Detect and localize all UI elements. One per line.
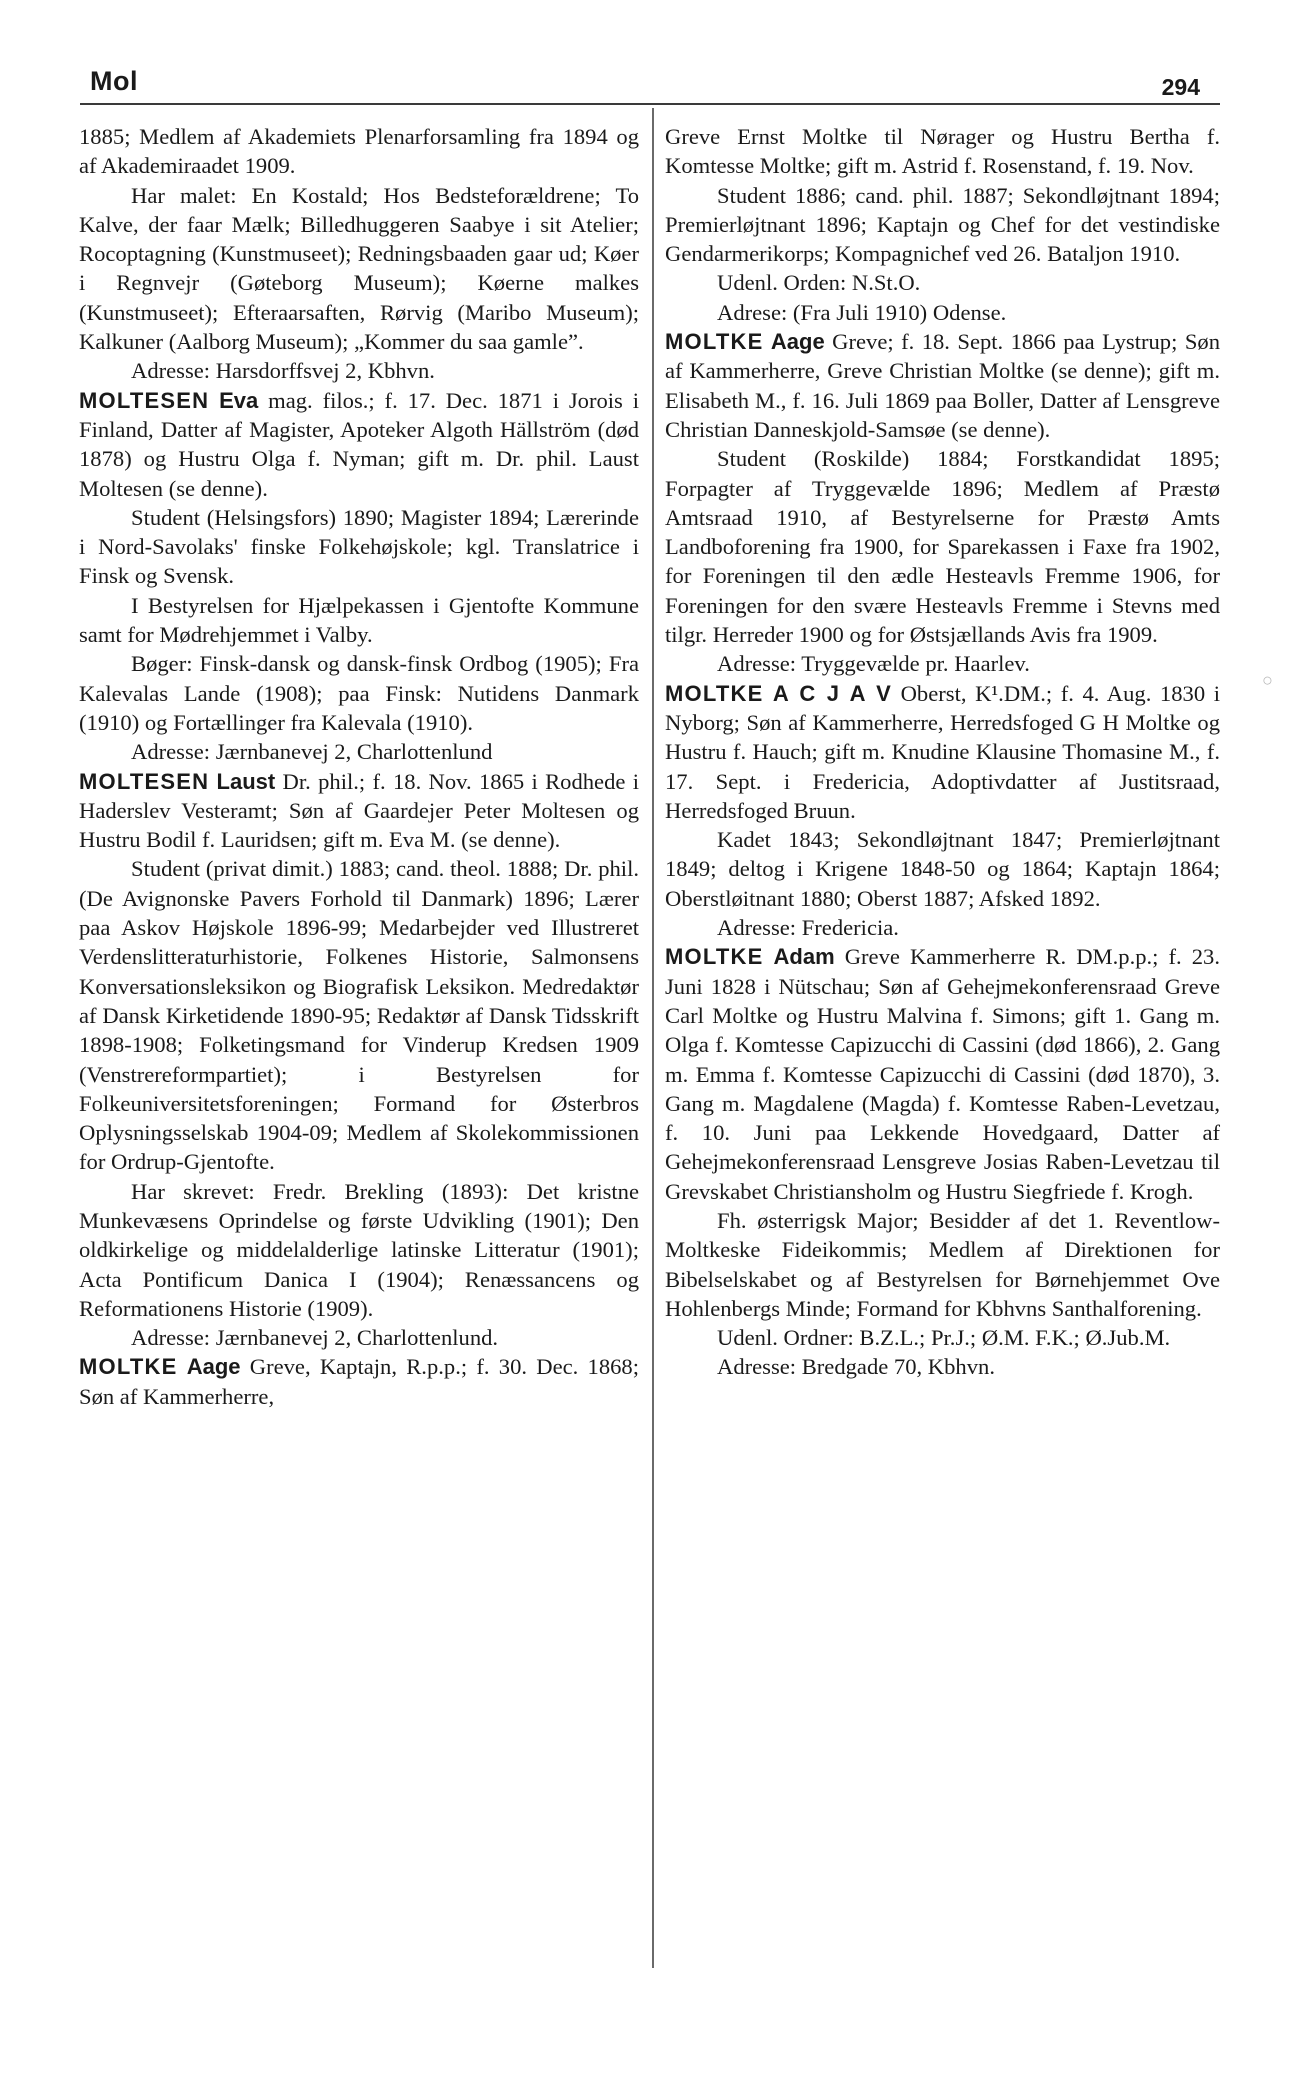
running-head-word: Mol <box>90 66 138 96</box>
entry-moltke-acjav <box>665 679 1220 825</box>
page-number: 294 <box>1161 74 1200 100</box>
paragraph: Har skrevet: Fredr. Brekling (1893): Det kristne Munkevæsens Oprindelse og første Udvikling (1901); Den oldkirkelige og middelalderlige latinske Litteratur (1901); Acta Pontificum Danica I (1904); Renæssancens og Reformationens Historie (1909). <box>79 1178 639 1321</box>
entry-surname: MOLTKE <box>79 1354 178 1380</box>
paragraph: Kadet 1843; Sekondløjtnant 1847; Premierløjtnant 1849; deltog i Krigene 1848-50 og 1864; Kaptajn 1864; Oberstløitnant 1880; Oberst 1887; Afsked 1892. <box>665 827 1220 911</box>
paragraph: Student (Helsingsfors) 1890; Magister 1894; Lærerinde i Nord-Savolaks' finske Folkehøjskole; kgl. Translatrice i Finsk og Svensk. <box>79 504 639 589</box>
paragraph: 1885; Medlem af Akademiets Plenarforsamling fra 1894 og af Akademiraadet 1909. <box>79 124 639 179</box>
entry-surname: MOLTESEN <box>79 768 210 794</box>
address-line: Adresse: Jærnbanevej 2, Charlottenlund. <box>131 1325 499 1351</box>
paragraph: Student (privat dimit.) 1883; cand. theol. 1888; Dr. phil. (De Avignonske Pavers Forhold til Danmark) 1896; Lærer paa Askov Højskole 1896-99; Medarbejder ved Illustreret Verdenslitteraturhistorie, Folkenes Historie, Salmonsens Konversationsleksikon og Biografisk Leksikon. Medredaktør af Dansk Kirketidende 1890-95; Redaktør af Dansk Tidsskrift 1898-1908; Folketingsmand for Vinderup Kredsen 1909 (Venstrereformpartiet); i Bestyrelsen for Folkeuniversitetsforeningen; Formand for Østerbros Oplysningsselskab 1904-09; Medlem af Skolekommissionen for Ordrup-Gjentofte. <box>79 856 639 1175</box>
entry-text: Greve Kammerherre R. DM.p.p.; f. 23. Juni 1828 i Nütschau; Søn af Gehejmekonferensraad Greve Carl Moltke og Hustru Malvina f. Simons; gift 1. Gang m. Olga f. Komtesse Capizucchi di Cassini (død 1866), 2. Gang m. Emma f. Komtesse Capizucchi di Cassini (død 1870), 3. Gang m. Magdalene (Magda) f. Komtesse Raben-Levetzau, f. 10. Juni paa Lekkende Hovedgaard, Datter af Gehejmekonferensraad Lensgreve Josias Raben-Levetzau til Grevskabet Christiansholm og Hustru Siegfriede f. Krogh. <box>665 944 1220 1204</box>
address-line: Adresse: Jærnbanevej 2, Charlottenlund <box>131 739 493 765</box>
paragraph: Udenl. Ordner: B.Z.L.; Pr.J.; Ø.M. F.K.; Ø.Jub.M. <box>717 1325 1171 1351</box>
paragraph: Fh. østerrigsk Major; Besidder af det 1. Reventlow-Moltkeske Fideikommis; Medlem af Direktionen for Bibelselskabet og af Bestyrelsen for Børnehjemmet Ove Hohlenbergs Minde; Formand for Kbhvns Santhalforening. <box>665 1207 1220 1321</box>
entry-surname: MOLTKE A C J A V <box>665 680 893 706</box>
paragraph: Har malet: En Kostald; Hos Bedsteforældrene; To Kalve, der faar Mælk; Billedhuggeren Saabye i sit Atelier; Rocoptagning (Kunstmuseet); Redningsbaaden gaar ud; Køer i Regnvejr (Gøteborg Museum); Køerne malkes (Kunstmuseet); Efteraarsaften, Rørvig (Maribo Museum); Kalkuner (Aalborg Museum); „Kommer du saa gamle”. <box>79 182 639 355</box>
paragraph: Bøger: Finsk-dansk og dansk-finsk Ordbog (1905); Fra Kalevalas Lande (1908); paa Finsk: Nutidens Danmark (1910) og Fortællinger fra Kalevala (1910). <box>79 651 639 735</box>
entry-moltke-aage-kaptajn <box>79 1352 639 1411</box>
margin-circle-mark: ○ <box>1262 670 1273 690</box>
entry-text: mag. filos.; f. 17. Dec. 1871 i Jorois i Finland, Datter af Magister, Apoteker Algoth Hällström (død 1878) og Hustru Olga f. Nyman; gift m. Dr. phil. Laust Moltesen (se denne). <box>79 387 639 501</box>
entry-given-name: Laust <box>216 768 276 794</box>
paragraph: Udenl. Orden: N.St.O. <box>717 270 921 296</box>
paragraph: I Bestyrelsen for Hjælpekassen i Gjentofte Kommune samt for Mødrehjemmet i Valby. <box>79 592 639 648</box>
entry-given-name: Adam <box>773 944 835 970</box>
entry-given-name: Aage <box>186 1354 241 1380</box>
paragraph: Greve Ernst Moltke til Nørager og Hustru Bertha f. Komtesse Moltke; gift m. Astrid f. Rosenstand, f. 19. Nov. <box>665 124 1220 179</box>
entry-moltke-aage-greve <box>665 327 1220 444</box>
entry-text: Greve, Kaptajn, R.p.p.; f. 30. Dec. 1868; Søn af Kammerherre, <box>79 1354 639 1409</box>
entry-text: Dr. phil.; f. 18. Nov. 1865 i Rodhede i Haderslev Vesteramt; Søn af Gaardejer Peter Moltesen og Hustru Bodil f. Lauridsen; gift m. Eva M. (se denne). <box>79 768 639 853</box>
right-column <box>665 122 1220 1382</box>
entry-given-name: Eva <box>219 387 259 413</box>
entry-given-name: Aage <box>770 329 825 355</box>
address-line: Adresse: Fredericia. <box>717 915 899 941</box>
header-rule <box>80 103 1220 105</box>
left-column <box>79 122 639 1411</box>
entry-surname: MOLTKE <box>665 944 764 970</box>
paragraph: Student 1886; cand. phil. 1887; Sekondløjtnant 1894; Premierløjtnant 1896; Kaptajn og Chef for det vestindiske Gendarmerikorps; Kompagnichef ved 26. Bataljon 1910. <box>665 182 1220 267</box>
running-head <box>80 66 1220 106</box>
entry-surname: MOLTKE <box>665 329 764 355</box>
entry-moltke-adam <box>665 942 1220 1206</box>
paragraph: Student (Roskilde) 1884; Forstkandidat 1895; Forpagter af Tryggevælde 1896; Medlem af Præstø Amtsraad 1910, af Bestyrelserne for Præstø Amts Landboforening fra 1900, for Sparekassen i Faxe fra 1902, for Foreningen til den ædle Hesteavls Fremme 1906, for Foreningen for den svære Hesteavls Fremme i Stevns med tilgr. Herreder 1900 og for Østsjællands Avis fra 1909. <box>665 446 1220 648</box>
address-line: Adresse: Harsdorffsvej 2, Kbhvn. <box>131 358 435 384</box>
address-line: Adrese: (Fra Juli 1910) Odense. <box>717 299 1007 325</box>
entry-moltesen-eva <box>79 386 639 503</box>
entry-text: Oberst, K¹.DM.; f. 4. Aug. 1830 i Nyborg; Søn af Kammerherre, Herredsfoged G H Moltke og Hustru f. Hauch; gift m. Knudine Klausine Thomasine M., f. 17. Sept. i Fredericia, Adoptivdatter af Justitsraad, Herredsfoged Bruun. <box>665 680 1220 823</box>
entry-moltesen-laust <box>79 767 639 855</box>
address-line: Adresse: Bredgade 70, Kbhvn. <box>717 1354 995 1380</box>
column-divider <box>652 108 654 1968</box>
entry-text: Greve; f. 18. Sept. 1866 paa Lystrup; Søn af Kammerherre, Greve Christian Moltke (se denne); gift m. Elisabeth M., f. 16. Juli 1869 paa Boller, Datter af Lensgreve Christian Danneskjold-Samsøe (se denne). <box>665 329 1220 442</box>
entry-surname: MOLTESEN <box>79 387 210 413</box>
address-line: Adresse: Tryggevælde pr. Haarlev. <box>717 651 1030 677</box>
